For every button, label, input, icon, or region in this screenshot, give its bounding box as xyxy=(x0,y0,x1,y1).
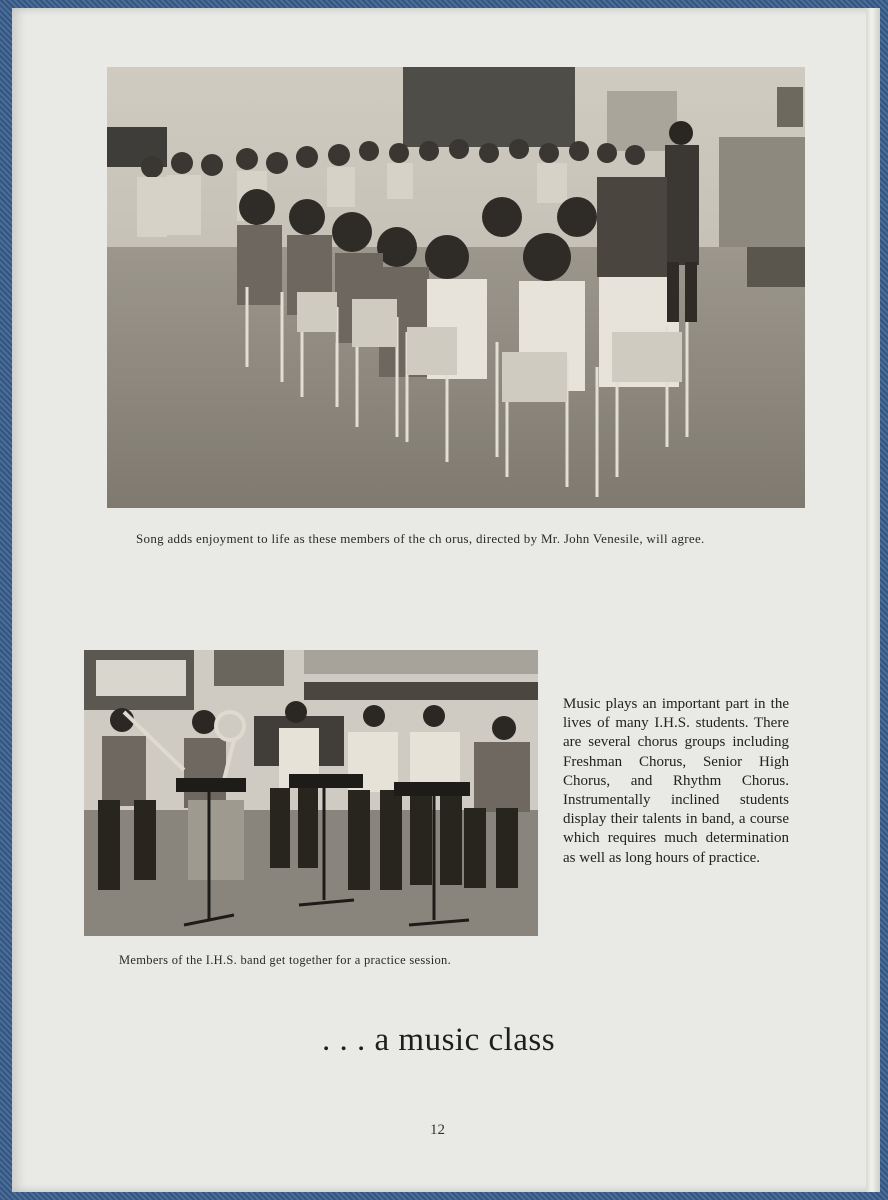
band-photo xyxy=(84,650,538,936)
chorus-caption: Song adds enjoyment to life as these members of the ch orus, directed by Mr. John Venesile, will agree. xyxy=(136,531,705,546)
chorus-photo-image xyxy=(107,67,805,508)
body-paragraph: Music plays an important part in the lives of many I.H.S. students. There are several chorus groups including Freshman Chorus, Senior High Chorus, and Rhythm Chorus. Instrumentally inclined students display their talents in band, a course which requires much determination as well as long hours of practice. xyxy=(563,696,789,866)
band-caption: Members of the I.H.S. band get together for a practice session. xyxy=(119,953,451,967)
section-heading: . . . a music class xyxy=(322,1022,556,1058)
band-photo-image xyxy=(84,650,538,936)
page-number: 12 xyxy=(430,1122,445,1138)
chorus-photo xyxy=(107,67,805,508)
page-edge xyxy=(866,8,880,1192)
